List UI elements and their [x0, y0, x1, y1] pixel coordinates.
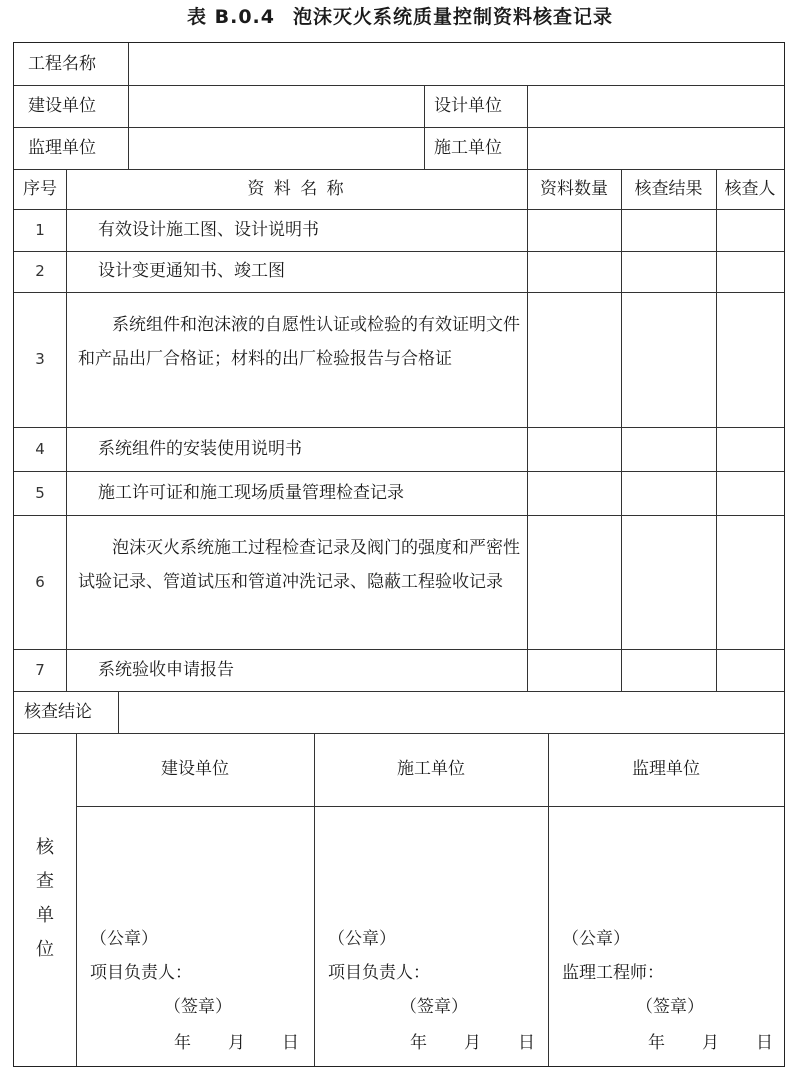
supervising-engineer-label: 监理工程师： [562, 963, 664, 983]
row-item-name: 泡沫灭火系统施工过程检查记录及阀门的强度和严密性试验记录、管道试压和管道冲洗记录、隐蔽工程验收记录 [78, 538, 520, 592]
row-item-name: 系统验收申请报告 [98, 659, 234, 680]
party-title-construction: 建设单位 [161, 759, 229, 779]
row-seq: 7 [35, 660, 45, 679]
builder-unit-label: 施工单位 [434, 137, 502, 158]
party-title-supervision: 监理单位 [632, 759, 700, 779]
date-year: 年 [648, 1033, 665, 1053]
row-seq: 3 [35, 350, 45, 368]
row-item-name: 系统组件的安装使用说明书 [98, 438, 302, 459]
row-item-name: 施工许可证和施工现场质量管理检查记录 [98, 482, 404, 503]
signature-label: （签章） [400, 997, 468, 1017]
column-header-name: 资 料 名 称 [247, 178, 346, 199]
table-name: 泡沫灭火系统质量控制资料核查记录 [292, 6, 613, 28]
date-day: 日 [518, 1033, 535, 1053]
project-name-label: 工程名称 [28, 53, 96, 74]
date-day: 日 [282, 1033, 299, 1053]
column-header-result: 核查结果 [634, 178, 703, 199]
column-header-seq: 序号 [23, 178, 57, 199]
seal-label: （公章） [90, 929, 158, 949]
party-title-builder: 施工单位 [397, 759, 465, 779]
date-day: 日 [756, 1033, 773, 1053]
row-seq: 4 [35, 439, 45, 458]
signature-label: （签章） [164, 997, 232, 1017]
date-month: 月 [702, 1033, 719, 1053]
column-header-quantity: 资料数量 [540, 178, 608, 199]
responsible-person-label: 项目负责人： [328, 963, 430, 983]
row-item-name: 设计变更通知书、竣工图 [98, 261, 285, 281]
signature-label: （签章） [636, 997, 704, 1017]
date-year: 年 [410, 1033, 427, 1053]
record-table [13, 42, 785, 1067]
row-seq: 6 [35, 572, 45, 591]
row-item-name: 系统组件和泡沫液的自愿性认证或检验的有效证明文件和产品出厂合格证；材料的出厂检验报告与合格证 [78, 315, 520, 369]
check-units-label: 核 查 单 位 [36, 837, 54, 960]
seal-label: （公章） [562, 929, 630, 949]
table-number: 表 B.0.4 [187, 6, 275, 28]
row-item-name: 有效设计施工图、设计说明书 [98, 219, 319, 240]
column-header-checker: 核查人 [724, 178, 776, 199]
row-seq: 2 [35, 262, 45, 280]
row-seq: 1 [35, 220, 45, 239]
seal-label: （公章） [328, 929, 396, 949]
row-seq: 5 [35, 483, 45, 502]
table-title [0, 2, 800, 32]
conclusion-label: 核查结论 [24, 701, 92, 722]
construction-unit-label: 建设单位 [28, 95, 96, 116]
supervision-unit-label: 监理单位 [28, 137, 96, 158]
responsible-person-label: 项目负责人： [90, 963, 192, 983]
date-month: 月 [464, 1033, 481, 1053]
date-month: 月 [228, 1033, 245, 1053]
design-unit-label: 设计单位 [434, 95, 502, 116]
date-year: 年 [174, 1033, 191, 1053]
